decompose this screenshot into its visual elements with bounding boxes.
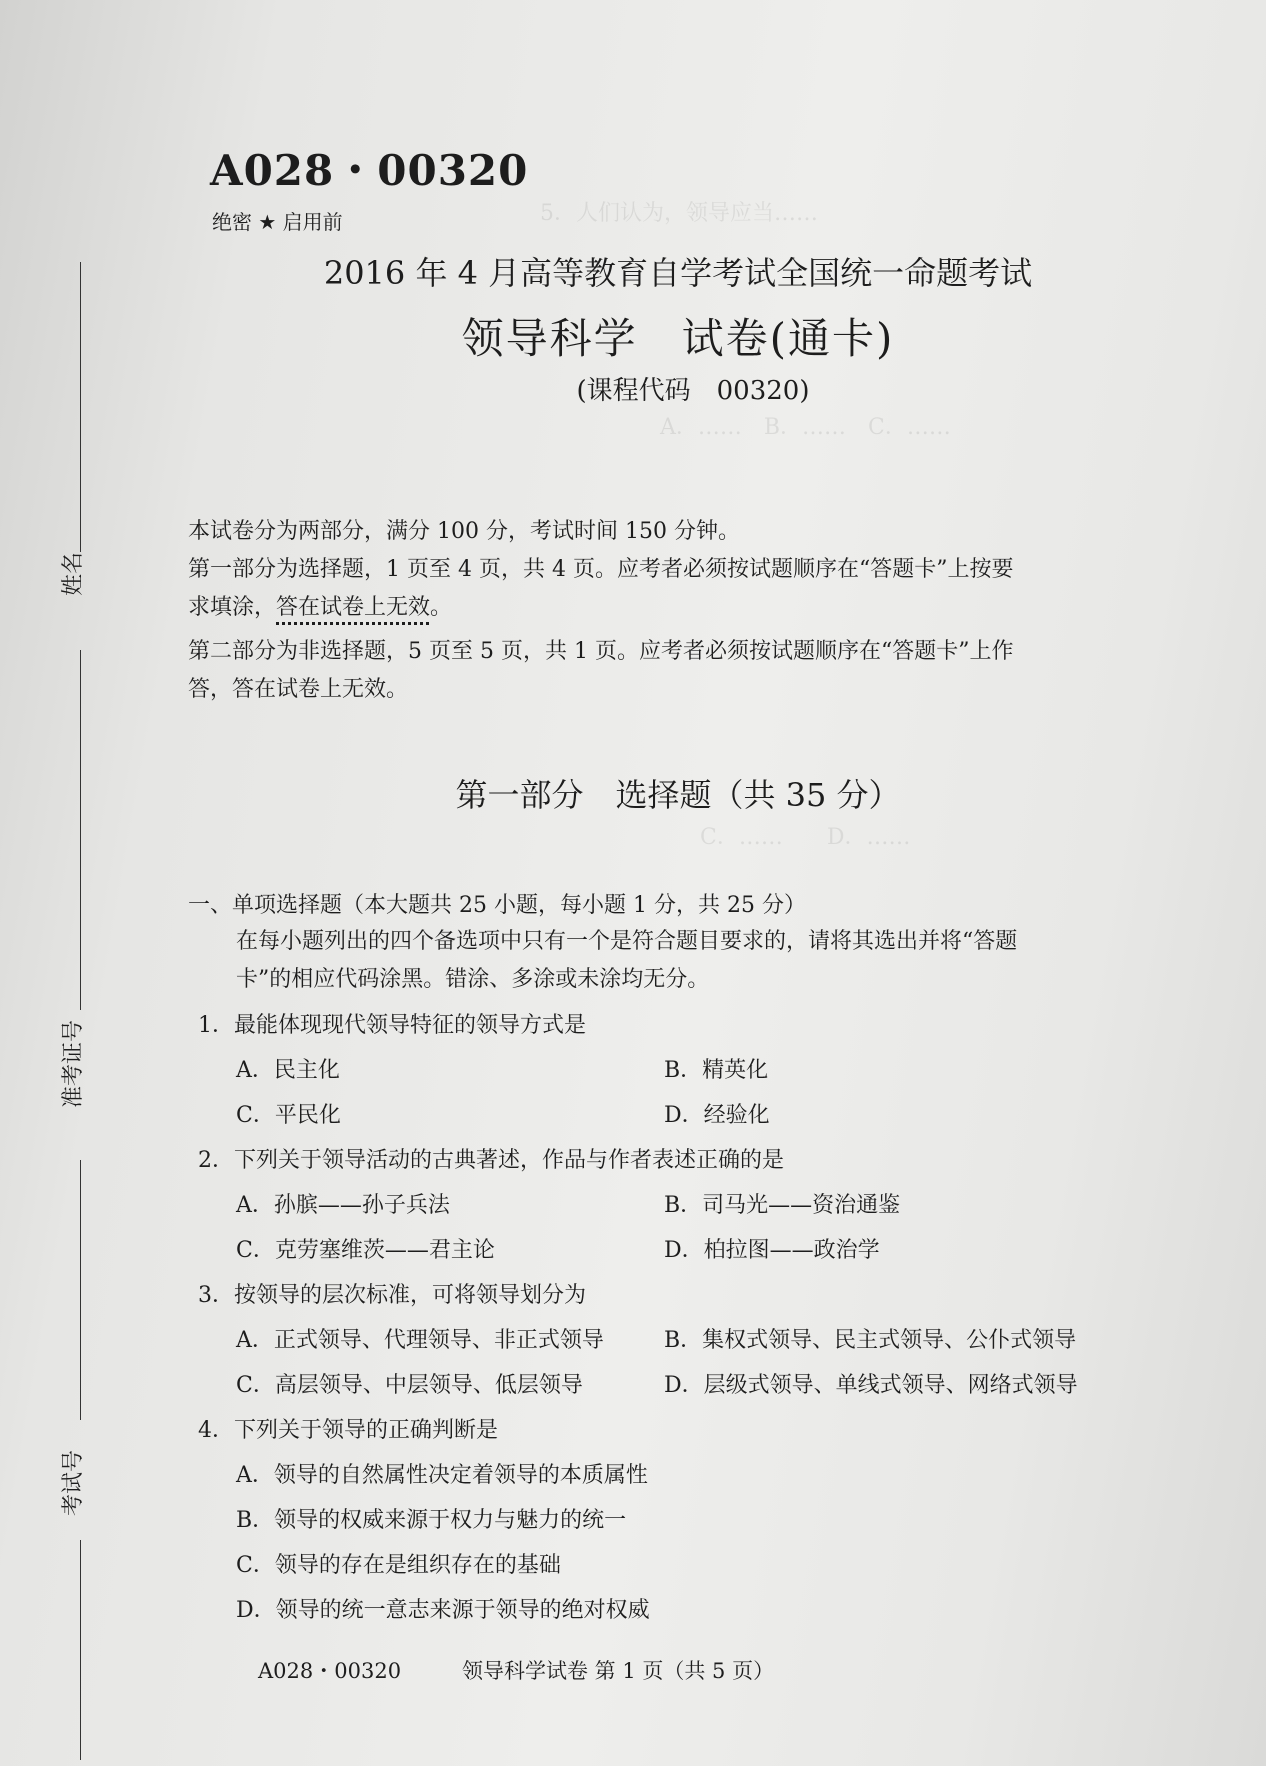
option-b: B．领导的权威来源于权力与魅力的统一	[236, 1508, 627, 1533]
bleed-through-text: 5．人们认为，领导应当……	[540, 201, 818, 226]
subject-title: 领导科学 试卷(通卡)	[461, 314, 895, 363]
emphasis-text: 答在试卷上无效	[276, 595, 431, 620]
option-c: C．平民化	[236, 1103, 341, 1128]
option-a: A．领导的自然属性决定着领导的本质属性	[236, 1463, 648, 1488]
binding-line	[80, 1540, 81, 1760]
footer-page-number: 领导科学试卷 第 1 页（共 5 页）	[462, 1659, 775, 1683]
option-b: B．司马光——资治通鉴	[664, 1193, 901, 1218]
question-stem: 4．下列关于领导的正确判断是	[198, 1418, 498, 1443]
binding-line	[80, 1160, 81, 1420]
option-b: B．精英化	[664, 1058, 769, 1083]
instruction-line: 本试卷分为两部分，满分 100 分，考试时间 150 分钟。	[188, 519, 740, 544]
option-c: C．领导的存在是组织存在的基础	[236, 1553, 561, 1578]
option-d: D．层级式领导、单线式领导、网络式领导	[664, 1373, 1078, 1398]
option-a: A．正式领导、代理领导、非正式领导	[236, 1328, 604, 1353]
instruction-line: 答，答在试卷上无效。	[188, 677, 409, 702]
option-a: A．孙膑——孙子兵法	[236, 1193, 450, 1218]
section-heading: 一、单项选择题（本大题共 25 小题，每小题 1 分，共 25 分）	[188, 893, 806, 918]
name-field-label: 姓名	[61, 551, 86, 596]
instruction-text: 。	[430, 595, 453, 620]
option-d: D．柏拉图——政治学	[664, 1238, 880, 1263]
instruction-line: 第二部分为非选择题，5 页至 5 页，共 1 页。应考者必须按试题顺序在“答题卡”上作	[188, 639, 1014, 664]
question-stem: 1．最能体现现代领导特征的领导方式是	[198, 1013, 586, 1038]
binding-line	[80, 650, 81, 1010]
instruction-line: 第一部分为选择题，1 页至 4 页，共 4 页。应考者必须按试题顺序在“答题卡”上按要	[188, 557, 1014, 582]
exam-no-field-label: 考试号	[61, 1449, 86, 1516]
option-d: D．领导的统一意志来源于领导的绝对权威	[236, 1598, 650, 1623]
part-title: 第一部分 选择题（共 35 分）	[455, 776, 901, 814]
ticket-field-label: 准考证号	[61, 1019, 86, 1108]
option-c: C．克劳塞维茨——君主论	[236, 1238, 495, 1263]
option-d: D．经验化	[664, 1103, 770, 1128]
bleed-through-text: A．…… B．…… C．……	[660, 415, 951, 440]
bleed-through-text: C．…… D．……	[700, 825, 911, 850]
section-description: 在每小题列出的四个备选项中只有一个是符合题目要求的，请将其选出并将“答题	[236, 929, 1018, 954]
paper-code: A028・00320	[210, 146, 529, 195]
section-description: 卡”的相应代码涂黑。错涂、多涂或未涂均无分。	[236, 967, 710, 992]
footer-code: A028・00320	[258, 1659, 402, 1683]
option-b: B．集权式领导、民主式领导、公仆式领导	[664, 1328, 1077, 1353]
question-stem: 2．下列关于领导活动的古典著述，作品与作者表述正确的是	[198, 1148, 784, 1173]
option-a: A．民主化	[236, 1058, 340, 1083]
instruction-line	[188, 588, 452, 628]
exam-title: 2016 年 4 月高等教育自学考试全国统一命题考试	[323, 254, 1033, 292]
instruction-text: 求填涂，	[188, 595, 277, 620]
question-stem: 3．按领导的层次标准，可将领导划分为	[198, 1283, 586, 1308]
course-code: (课程代码 00320)	[576, 376, 810, 406]
secret-mark: 绝密 ★ 启用前	[212, 210, 343, 234]
option-c: C．高层领导、中层领导、低层领导	[236, 1373, 583, 1398]
